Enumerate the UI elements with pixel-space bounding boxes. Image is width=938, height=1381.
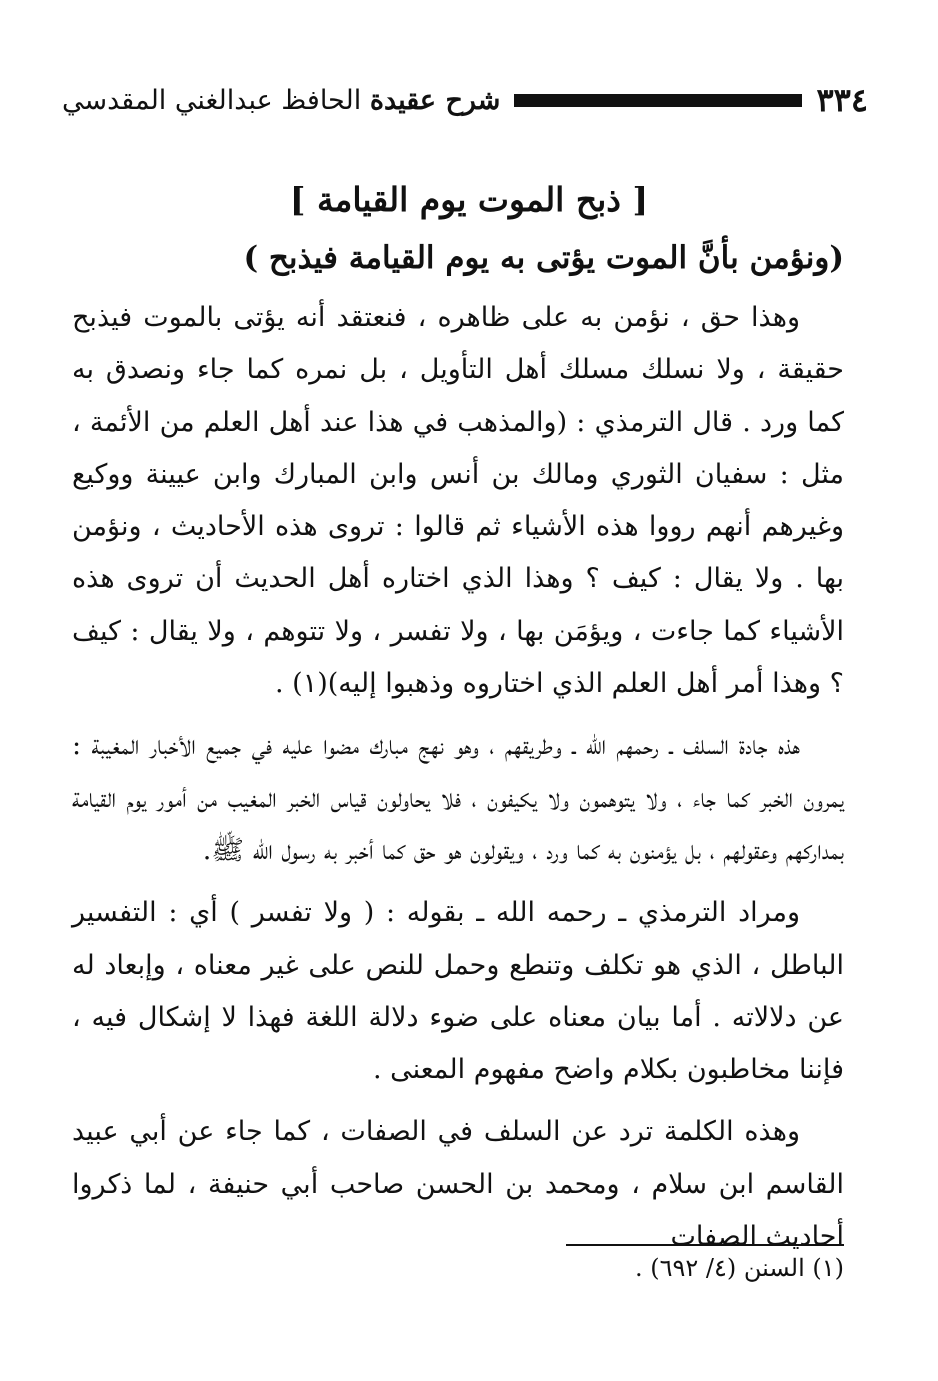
paragraph-3: ومراد الترمذي ـ رحمه الله ـ بقوله : ( ولا تفسر ) أي : التفسير الباطل ، الذي هو تكلف وتنطع وحمل للنص على غير معناه ، وإبعاد له عن دلالاته . أما بيان معناه على ضوء دلالة اللغة فهذا لا إشكال فيه ، فإننا مخاطبون بكلام واضح مفهوم المعنى . bbox=[72, 897, 844, 1086]
footnote-rule bbox=[566, 1244, 844, 1246]
book-title bbox=[62, 85, 500, 116]
running-header bbox=[62, 80, 868, 120]
section-title: [ ذبح الموت يوم القيامة ] bbox=[289, 180, 649, 219]
header-rule bbox=[514, 94, 802, 107]
body-text bbox=[72, 292, 844, 1263]
book-title-rest: الحافظ عبدالغني المقدسي bbox=[62, 84, 370, 116]
book-title-bold: شرح عقيدة bbox=[369, 84, 501, 116]
paragraph-2: هذه جادة السلف ـ رحمهم الله ـ وطريقهم ، وهو نهج مبارك مضوا عليه في جميع الأخبار المغيبة : يمرون الخبر كما جاء ، ولا يتوهمون ولا يكيفون ، فلا يحاولون قياس الخبر المغيب من أمور يوم القيامة بمداركهم وعقولهم ، بل يؤمنون به كما ورد ، ويقولون هو حق كما أخبر به رسول الله ﷺ. bbox=[72, 730, 844, 866]
paragraph-4: وهذه الكلمة ترد عن السلف في الصفات ، كما جاء عن أبي عبيد القاسم ابن سلام ، ومحمد بن الحسن صاحب أبي حنيفة ، لما ذكروا أحاديث الصفات bbox=[72, 1116, 844, 1253]
footnote: (١) السنن (٤/ ٦٩٢) . bbox=[634, 1254, 844, 1282]
paragraph-1: وهذا حق ، نؤمن به على ظاهره ، فنعتقد أنه يؤتى بالموت فيذبح حقيقة ، ولا نسلك مسلك أهل التأويل ، بل نمره كما جاء ونصدق به كما ورد . قال الترمذي : (والمذهب في هذا عند أهل العلم من الأئمة ، مثل : سفيان الثوري ومالك بن أنس وابن المبارك وابن عيينة ووكيع وغيرهم أنهم رووا هذه الأشياء ثم قالوا : تروى هذه الأحاديث ، ونؤمن بها . ولا يقال : كيف ؟ وهذا الذي اختاره أهل الحديث أن تروى هذه الأشياء كما جاءت ، ويؤمَن بها ، ولا تفسر ، ولا تتوهم ، ولا يقال : كيف ؟ وهذا أمر أهل العلم الذي اختاروه وذهبوا إليه)(١) . bbox=[72, 302, 844, 700]
page-number: ٣٣٤ bbox=[816, 81, 868, 119]
creed-quote: (ونؤمن بأنَّ الموت يؤتى به يوم القيامة فيذبح ) bbox=[243, 240, 844, 276]
